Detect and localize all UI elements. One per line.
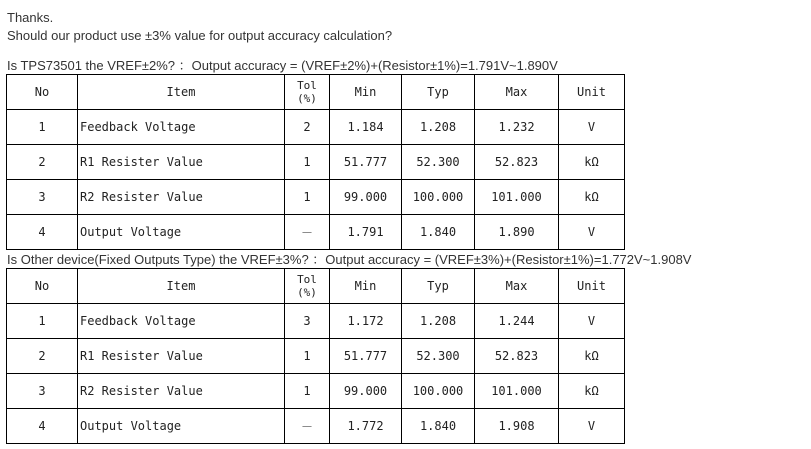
cell-typ: 52.300 [402,339,475,374]
cell-item: Feedback Voltage [78,110,285,145]
header-tol-bottom: (%) [297,286,317,299]
cell-tol: 1 [285,145,330,180]
other-device-accuracy-table [6,268,625,444]
cell-no: 4 [7,409,78,444]
table-header-row [7,269,625,304]
cell-max: 101.000 [475,180,559,215]
header-typ: Typ [402,269,475,304]
cell-typ: 52.300 [402,145,475,180]
cell-typ: 100.000 [402,374,475,409]
cell-min: 1.172 [330,304,402,339]
cell-min: 1.184 [330,110,402,145]
cell-unit: V [559,215,625,250]
cell-unit: V [559,304,625,339]
cell-tol: 1 [285,374,330,409]
cell-unit: kΩ [559,339,625,374]
cell-tol: － [285,409,330,444]
cell-unit: V [559,110,625,145]
cell-max: 101.000 [475,374,559,409]
cell-tol: 1 [285,339,330,374]
header-item: Item [78,75,285,110]
cell-no: 1 [7,304,78,339]
table-header-row [7,75,625,110]
cell-typ: 100.000 [402,180,475,215]
header-max: Max [475,75,559,110]
cell-tol: 2 [285,110,330,145]
section1-heading: Is TPS73501 the VREF±2%? ：Output accuracy = (VREF±2%)+(Resistor±1%)=1.791V~1.890V [7,58,558,73]
cell-tol: 3 [285,304,330,339]
table-row [7,110,625,145]
cell-min: 1.791 [330,215,402,250]
cell-tol: － [285,215,330,250]
header-min: Min [330,269,402,304]
cell-min: 51.777 [330,145,402,180]
table-row [7,304,625,339]
cell-no: 2 [7,339,78,374]
cell-min: 1.772 [330,409,402,444]
tps73501-accuracy-table [6,74,625,250]
header-tol-bottom: (%) [297,92,317,105]
header-max: Max [475,269,559,304]
header-min: Min [330,75,402,110]
question-text: Should our product use ±3% value for output accuracy calculation? [7,28,393,43]
thanks-text: Thanks. [7,10,54,25]
cell-tol: 1 [285,180,330,215]
cell-item: Feedback Voltage [78,304,285,339]
table-row [7,339,625,374]
cell-typ: 1.840 [402,409,475,444]
cell-typ: 1.208 [402,304,475,339]
cell-max: 1.244 [475,304,559,339]
cell-unit: V [559,409,625,444]
cell-max: 1.890 [475,215,559,250]
cell-no: 4 [7,215,78,250]
cell-min: 99.000 [330,180,402,215]
table-row [7,374,625,409]
cell-max: 1.908 [475,409,559,444]
cell-no: 3 [7,180,78,215]
header-no: No [7,269,78,304]
cell-unit: kΩ [559,145,625,180]
table-row [7,145,625,180]
header-unit: Unit [559,75,625,110]
cell-typ: 1.840 [402,215,475,250]
cell-min: 99.000 [330,374,402,409]
header-tol [285,75,330,110]
table-row [7,409,625,444]
cell-no: 3 [7,374,78,409]
header-unit: Unit [559,269,625,304]
cell-unit: kΩ [559,374,625,409]
cell-no: 1 [7,110,78,145]
cell-min: 51.777 [330,339,402,374]
cell-item: Output Voltage [78,409,285,444]
cell-max: 52.823 [475,339,559,374]
header-tol-top: Tol [297,273,317,286]
cell-no: 2 [7,145,78,180]
cell-item: R2 Resister Value [78,180,285,215]
table-row [7,180,625,215]
header-tol [285,269,330,304]
header-tol-top: Tol [297,79,317,92]
header-item: Item [78,269,285,304]
cell-item: Output Voltage [78,215,285,250]
header-typ: Typ [402,75,475,110]
section2-heading: Is Other device(Fixed Outputs Type) the VREF±3%? ：Output accuracy = (VREF±3%)+(Resistor±1%)=1.772V~1.908V [7,252,692,267]
cell-item: R1 Resister Value [78,145,285,180]
table-row [7,215,625,250]
cell-max: 52.823 [475,145,559,180]
cell-unit: kΩ [559,180,625,215]
cell-typ: 1.208 [402,110,475,145]
cell-max: 1.232 [475,110,559,145]
header-no: No [7,75,78,110]
cell-item: R2 Resister Value [78,374,285,409]
cell-item: R1 Resister Value [78,339,285,374]
